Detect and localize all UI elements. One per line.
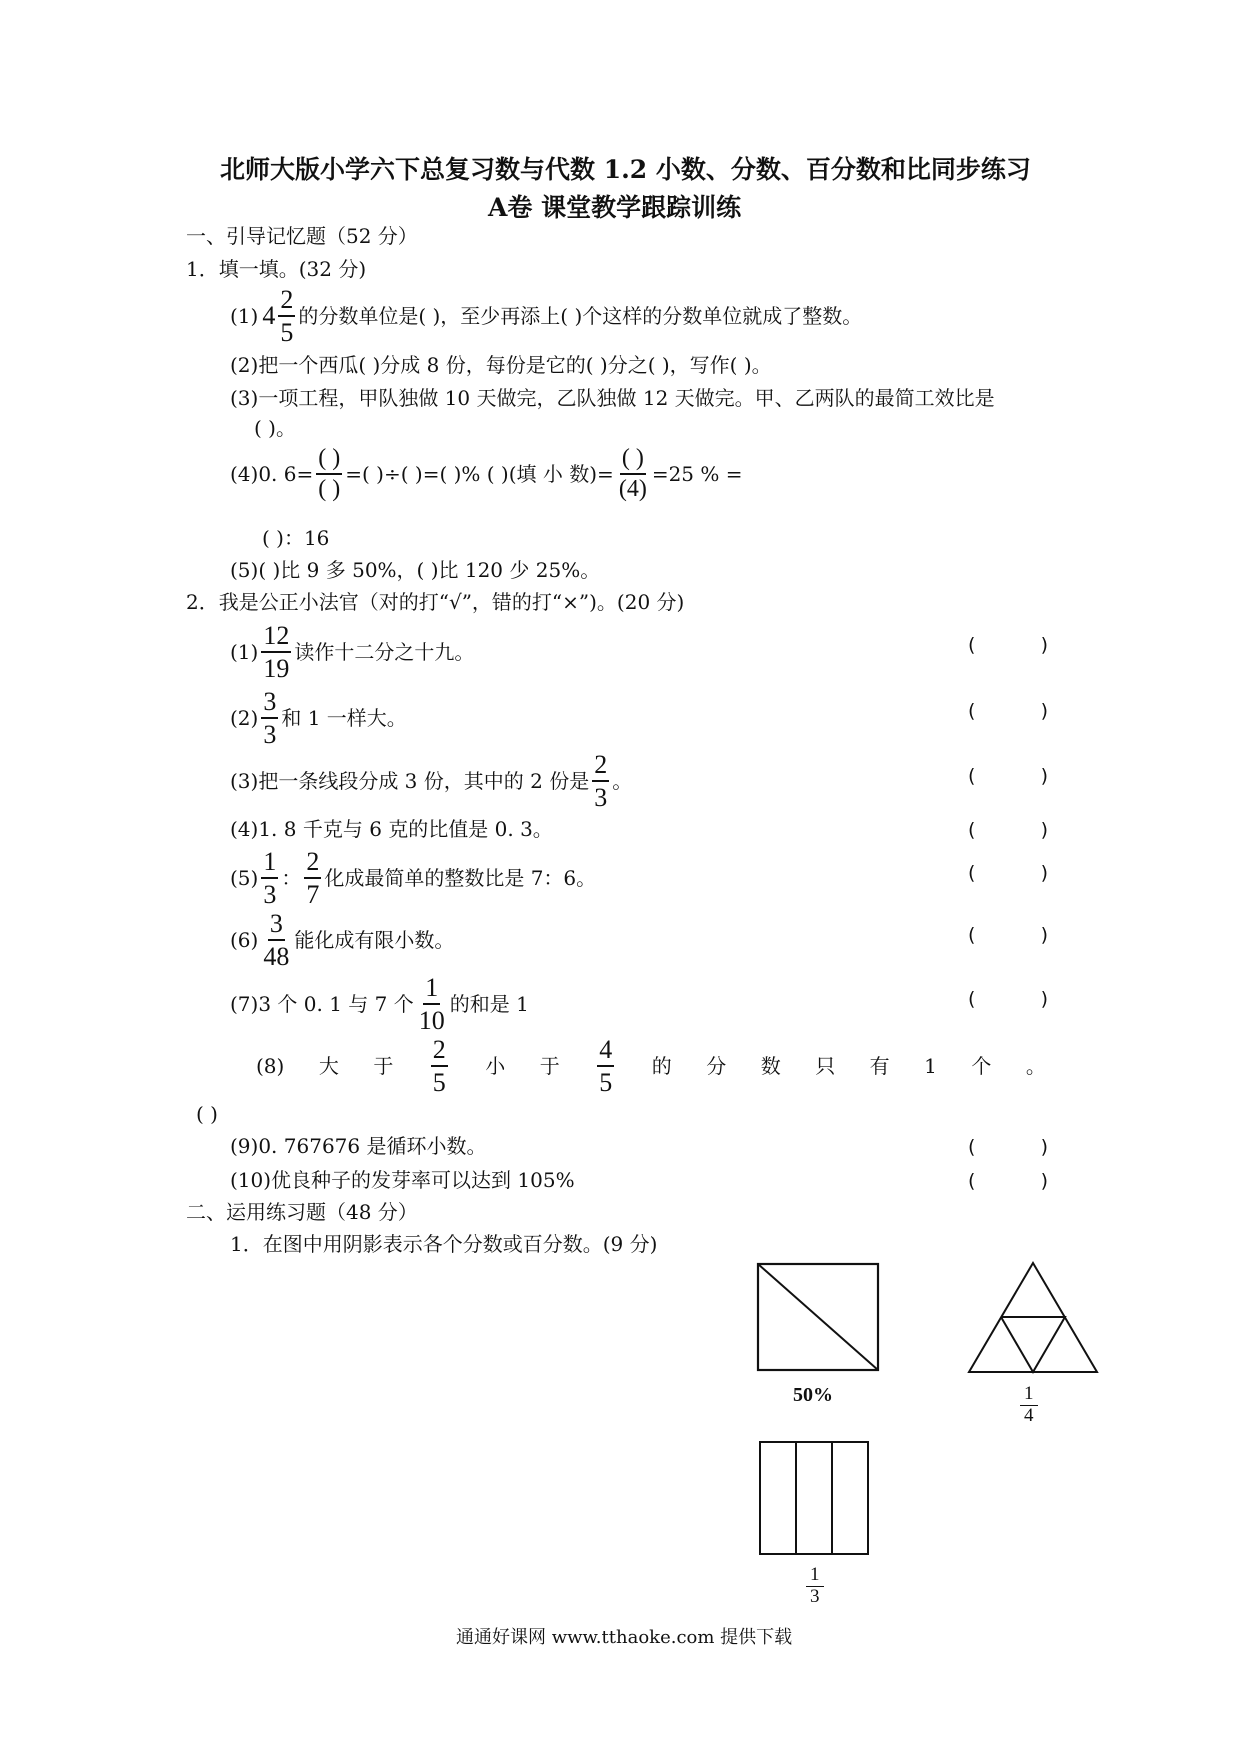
q2-item8 xyxy=(256,1036,1046,1097)
fraction-numerator: 1 xyxy=(806,1565,824,1587)
q2-item6-fraction xyxy=(261,910,291,971)
q1-item4-prefix: (4)0. 6= xyxy=(230,462,314,487)
q2-item3-fraction xyxy=(592,751,609,812)
square-diagonal-figure[interactable] xyxy=(756,1262,882,1374)
triangle-label-fraction xyxy=(1020,1384,1038,1427)
q1-item4 xyxy=(230,446,743,502)
fraction-numerator: ( ) xyxy=(316,446,342,475)
answer-close-paren: ) xyxy=(1040,862,1048,884)
q1-item1-prefix: (1) xyxy=(230,304,259,329)
q2-item8-word: 分 xyxy=(706,1054,727,1079)
answer-open-paren: ( xyxy=(968,765,976,787)
q1-item4-fraction2 xyxy=(617,446,649,502)
section2-question1: 1．在图中用阴影表示各个分数或百分数。(9 分) xyxy=(230,1232,658,1256)
q1-item2: (2)把一个西瓜( )分成 8 份，每份是它的( )分之( )，写作( )。 xyxy=(230,353,772,377)
answer-open-paren: ( xyxy=(968,924,976,946)
answer-close-paren: ) xyxy=(1040,700,1048,722)
q2-item7 xyxy=(230,974,529,1035)
answer-close-paren: ) xyxy=(1040,634,1048,656)
q2-item8-prefix: (8) xyxy=(256,1054,285,1079)
q2-item3-text: 。 xyxy=(612,769,633,794)
answer-open-paren: ( xyxy=(968,700,976,722)
q2-item5 xyxy=(230,848,596,909)
answer-close-paren: ) xyxy=(1040,1136,1048,1158)
q1-item4-end: =25 % = xyxy=(651,462,743,487)
answer-close-paren: ) xyxy=(1040,819,1048,841)
q2-item8-word: 。 xyxy=(1025,1054,1046,1079)
answer-close-paren: ) xyxy=(1040,765,1048,787)
fraction-numerator: 2 xyxy=(431,1036,448,1067)
q1-item1-whole: 4 xyxy=(262,301,276,331)
q2-item8-word: 数 xyxy=(760,1054,781,1079)
q1-item4-line2: ( )：16 xyxy=(262,526,330,550)
q2-item6-answer[interactable] xyxy=(968,924,1048,946)
triangle-figure[interactable] xyxy=(966,1260,1100,1376)
fraction-denominator: 3 xyxy=(810,1585,820,1607)
q2-item8-answer[interactable]: ( ) xyxy=(196,1102,218,1126)
fraction-denominator: 7 xyxy=(306,880,320,910)
q2-item7-text: 的和是 1 xyxy=(449,992,529,1017)
q1-heading: 1．填一填。(32 分) xyxy=(186,257,367,281)
q2-item2-fraction xyxy=(261,688,278,749)
q2-item6-prefix: (6) xyxy=(230,928,259,953)
fraction-denominator: 3 xyxy=(263,720,277,750)
q2-item3-prefix: (3)把一条线段分成 3 份，其中的 2 份是 xyxy=(230,769,590,794)
q2-item5-text: 化成最简单的整数比是 7：6。 xyxy=(324,866,597,891)
answer-open-paren: ( xyxy=(968,1170,976,1192)
fraction-numerator: 3 xyxy=(268,910,285,941)
rectangle-thirds-figure[interactable] xyxy=(758,1440,872,1558)
q2-item6 xyxy=(230,910,454,971)
fraction-numerator: 1 xyxy=(261,848,278,879)
q2-item8-word: 个 xyxy=(971,1054,992,1079)
q1-item1-text: 的分数单位是( )，至少再添上( )个这样的分数单位就成了整数。 xyxy=(298,304,863,329)
q2-item8-word: 的 xyxy=(651,1054,672,1079)
fraction-denominator: 5 xyxy=(280,318,294,348)
q1-item3-line2: ( )。 xyxy=(254,416,296,440)
q2-item5-answer[interactable] xyxy=(968,862,1048,884)
fraction-denominator: 4 xyxy=(1024,1404,1034,1426)
answer-open-paren: ( xyxy=(968,862,976,884)
q2-item8-word: 大 xyxy=(318,1054,339,1079)
q2-item8-word: 小 xyxy=(485,1054,506,1079)
footer-text: 通通好课网 www.tthaoke.com 提供下载 xyxy=(456,1627,793,1648)
fraction-denominator: ( ) xyxy=(318,476,341,503)
section1-heading: 一、引导记忆题（52 分） xyxy=(186,224,418,248)
fraction-numerator: ( ) xyxy=(620,446,646,475)
q1-item1 xyxy=(230,286,862,347)
square-label: 50% xyxy=(793,1384,833,1406)
q2-item2 xyxy=(230,688,407,749)
fraction-numerator: 1 xyxy=(1020,1384,1038,1406)
q1-item1-fraction xyxy=(278,286,295,347)
fraction-numerator: 3 xyxy=(261,688,278,719)
q2-item5-prefix: (5) xyxy=(230,866,259,891)
q2-item8-fraction2 xyxy=(597,1036,614,1097)
fraction-denominator: 3 xyxy=(594,783,608,813)
q2-item10: (10)优良种子的发芽率可以达到 105% xyxy=(230,1168,575,1192)
rectangle-outline xyxy=(760,1442,868,1554)
q1-item5: (5)( )比 9 多 50%，( )比 120 少 25%。 xyxy=(230,558,601,582)
q2-item7-fraction xyxy=(417,974,447,1035)
fraction-denominator: 3 xyxy=(263,880,277,910)
q2-item8-word: 只 xyxy=(815,1054,836,1079)
fraction-numerator: 12 xyxy=(261,622,291,653)
fraction-denominator: 5 xyxy=(432,1068,446,1098)
q2-item5-fraction2 xyxy=(304,848,321,909)
q2-item8-fraction1 xyxy=(431,1036,448,1097)
q2-item7-answer[interactable] xyxy=(968,988,1048,1010)
fraction-numerator: 1 xyxy=(423,974,440,1005)
fraction-denominator: 19 xyxy=(263,654,290,684)
q2-item1-answer[interactable] xyxy=(968,634,1048,656)
q2-item4-answer[interactable] xyxy=(968,819,1048,841)
answer-open-paren: ( xyxy=(968,988,976,1010)
fraction-denominator: 48 xyxy=(263,942,290,972)
answer-open-paren: ( xyxy=(968,1136,976,1158)
answer-close-paren: ) xyxy=(1040,924,1048,946)
page-subtitle: A卷 课堂教学跟踪训练 xyxy=(488,193,742,222)
fraction-numerator: 2 xyxy=(592,751,609,782)
q2-item3-answer[interactable] xyxy=(968,765,1048,787)
q2-item8-word: 有 xyxy=(869,1054,890,1079)
q1-item3-line1: (3)一项工程，甲队独做 10 天做完，乙队独做 12 天做完。甲、乙两队的最简工效比是 xyxy=(230,386,995,410)
q2-item7-prefix: (7)3 个 0. 1 与 7 个 xyxy=(230,992,414,1017)
page-title: 北师大版小学六下总复习数与代数 1.2 小数、分数、百分数和比同步练习 xyxy=(220,155,1031,184)
fraction-denominator: 5 xyxy=(599,1068,613,1098)
answer-close-paren: ) xyxy=(1040,988,1048,1010)
q2-item3 xyxy=(230,751,632,812)
q2-item1-text: 读作十二分之十九。 xyxy=(294,640,475,665)
q2-item4: (4)1. 8 千克与 6 克的比值是 0. 3。 xyxy=(230,817,553,841)
q2-heading: 2．我是公正小法官（对的打“√”，错的打“×”)。(20 分) xyxy=(186,590,685,614)
q2-item1-prefix: (1) xyxy=(230,640,259,665)
section2-heading: 二、运用练习题（48 分） xyxy=(186,1200,418,1224)
q2-item9: (9)0. 767676 是循环小数。 xyxy=(230,1134,487,1158)
q2-item2-answer[interactable] xyxy=(968,700,1048,722)
q2-item8-word: 于 xyxy=(373,1054,394,1079)
rectangle-label-fraction xyxy=(806,1565,824,1608)
q2-item8-word: 于 xyxy=(539,1054,560,1079)
q2-item8-word: 1 xyxy=(924,1054,937,1079)
q2-item1-fraction xyxy=(261,622,291,683)
fraction-numerator: 2 xyxy=(304,848,321,879)
fraction-numerator: 4 xyxy=(597,1036,614,1067)
q1-item4-fraction1 xyxy=(316,446,342,502)
answer-open-paren: ( xyxy=(968,819,976,841)
q2-item2-prefix: (2) xyxy=(230,706,259,731)
ratio-colon: ： xyxy=(281,866,302,891)
answer-open-paren: ( xyxy=(968,634,976,656)
q1-item4-middle: =( )÷( )=( )% ( )(填 小 数)= xyxy=(345,462,614,487)
answer-close-paren: ) xyxy=(1040,1170,1048,1192)
q2-item6-text: 能化成有限小数。 xyxy=(294,928,455,953)
q2-item2-text: 和 1 一样大。 xyxy=(281,706,407,731)
q2-item1 xyxy=(230,622,474,683)
fraction-denominator: 10 xyxy=(418,1006,445,1036)
q2-item10-answer[interactable] xyxy=(968,1170,1048,1192)
fraction-denominator: (4) xyxy=(618,476,647,503)
q2-item5-fraction1 xyxy=(261,848,278,909)
q2-item9-answer[interactable] xyxy=(968,1136,1048,1158)
fraction-numerator: 2 xyxy=(278,286,295,317)
